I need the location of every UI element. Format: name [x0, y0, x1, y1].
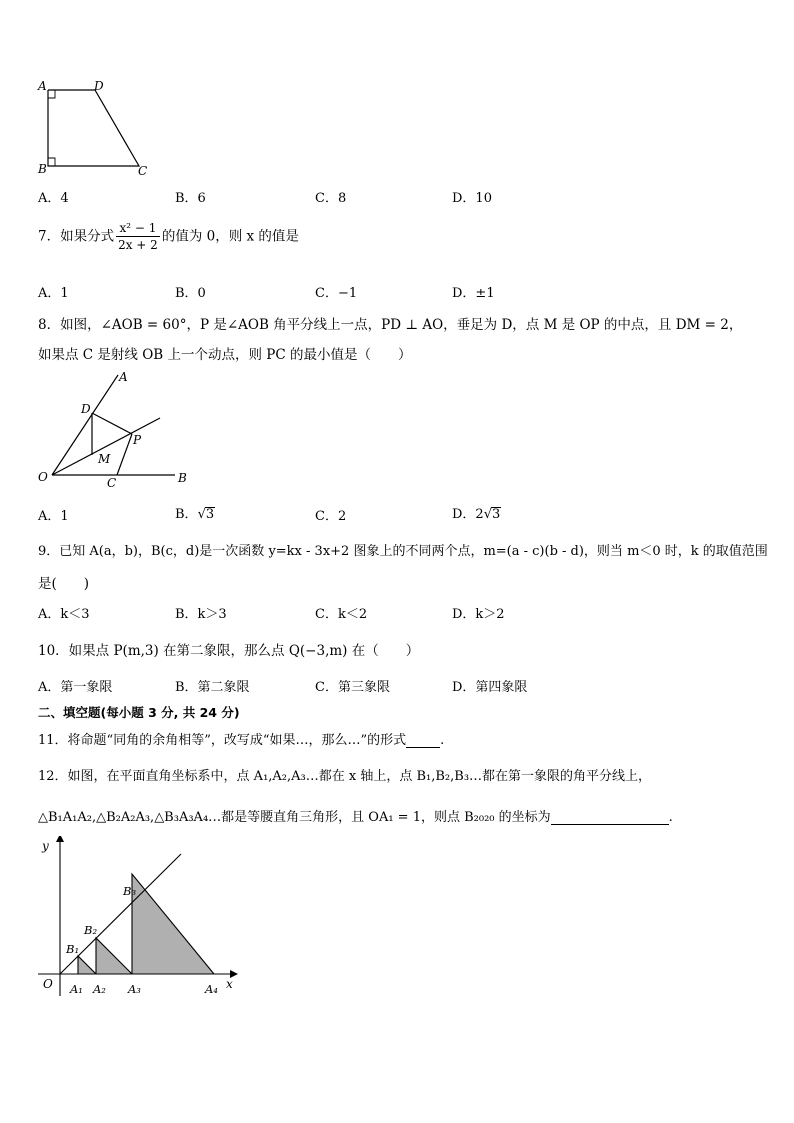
label-x: x	[226, 977, 233, 991]
q12-end: .	[668, 810, 673, 825]
label-B1: B₁	[66, 942, 80, 956]
label-D: D	[94, 79, 104, 93]
coordinate-figure	[30, 836, 245, 998]
label-B: B	[38, 162, 47, 176]
q8-option-b-radicand: 3	[205, 507, 215, 522]
q7-option-d: D．±1	[452, 286, 495, 301]
q11-question	[38, 729, 444, 748]
label-P: P	[133, 433, 142, 447]
q8-line2: 如果点 C 是射线 OB 上一个动点，则 PC 的最小值是（ ）	[38, 347, 412, 363]
q10-option-b: B．第二象限	[175, 680, 250, 695]
q8-option-d-radicand: 3	[492, 507, 501, 522]
q8-option-d-label: D．2	[452, 507, 484, 522]
q8-line1: 8．如图，∠AOB = 60°，P 是∠AOB 角平分线上一点，PD ⊥ AO，垂足为 D，点 M 是 OP 的中点，且 DM = 2，	[38, 317, 743, 333]
q7-question	[38, 221, 299, 253]
q11-text: 11．将命题“同角的余角相等”，改写成“如果…，那么…”的形式	[38, 733, 407, 748]
q9-line2: 是( )	[38, 576, 90, 592]
label-B3: B₃	[123, 884, 137, 898]
label-A: A	[38, 79, 47, 93]
q8-option-c: C．2	[315, 509, 347, 524]
label-C: C	[107, 476, 117, 490]
label-O: O	[38, 470, 48, 484]
q8-option-b: B．√3	[175, 507, 215, 522]
q7-option-b: B．0	[175, 286, 206, 301]
q8-option-a: A．1	[38, 509, 69, 524]
q7-option-a: A．1	[38, 286, 69, 301]
label-y: y	[42, 839, 49, 853]
q9-option-d: D．k＞2	[452, 607, 505, 622]
q12-line2-text: △B₁A₁A₂,△B₂A₂A₃,△B₃A₃A₄…都是等腰直角三角形，且 OA₁ = 1，则点 B₂₀₂₀ 的坐标为	[38, 810, 551, 825]
q8-option-d: D．2√3	[452, 507, 501, 522]
q6-option-d: D．10	[452, 191, 492, 206]
q6-option-c: C．8	[315, 191, 347, 206]
label-O: O	[43, 977, 53, 991]
q7-pre: 如果分式	[60, 228, 115, 245]
q7-fraction	[116, 221, 160, 253]
q8-option-b-label: B．	[175, 507, 198, 522]
trapezoid-figure	[30, 74, 160, 182]
label-D: D	[81, 402, 91, 416]
q7-number: 7．	[38, 228, 61, 245]
label-A3: A₃	[128, 982, 141, 996]
q10-question: 10．如果点 P(m,3) 在第二象限，那么点 Q(−3,m) 在（ ）	[38, 643, 420, 659]
q10-option-d: D．第四象限	[452, 680, 528, 695]
label-A: A	[119, 370, 128, 384]
q12-line1: 12．如图，在平面直角坐标系中，点 A₁,A₂,A₃…都在 x 轴上，点 B₁,B₂,B₃…都在第一象限的角平分线上，	[38, 769, 652, 784]
section-title: 二、填空题(每小题 3 分, 共 24 分)	[38, 705, 240, 720]
q9-option-b: B．k＞3	[175, 607, 227, 622]
q6-option-a: A．4	[38, 191, 69, 206]
q12-line2	[38, 806, 673, 825]
angle-bisector-figure	[30, 366, 200, 492]
q7-frac-num: x² − 1	[116, 221, 160, 237]
q7-post: 的值为 0，则 x 的值是	[161, 228, 299, 245]
q7-option-c: C．−1	[315, 286, 358, 301]
q9-option-c: C．k＜2	[315, 607, 368, 622]
q7-frac-den: 2x + 2	[118, 238, 158, 252]
q10-option-c: C．第三象限	[315, 680, 390, 695]
label-A1: A₁	[70, 982, 83, 996]
label-A4: A₄	[205, 982, 218, 996]
q10-option-a: A．第一象限	[38, 680, 113, 695]
q6-option-b: B．6	[175, 191, 206, 206]
label-B: B	[178, 471, 187, 485]
label-B2: B₂	[84, 923, 98, 937]
label-A2: A₂	[93, 982, 106, 996]
q11-blank[interactable]	[406, 733, 440, 748]
q9-option-a: A．k＜3	[38, 607, 90, 622]
label-C: C	[138, 164, 148, 178]
label-M: M	[98, 452, 111, 466]
q11-end: .	[440, 733, 445, 748]
q12-blank[interactable]	[551, 810, 669, 825]
q9-line1: 9．已知 A(a，b)，B(c，d)是一次函数 y=kx - 3x+2 图象上的不同两个点，m=(a - c)(b - d)，则当 m＜0 时，k 的取值范围	[38, 544, 768, 559]
